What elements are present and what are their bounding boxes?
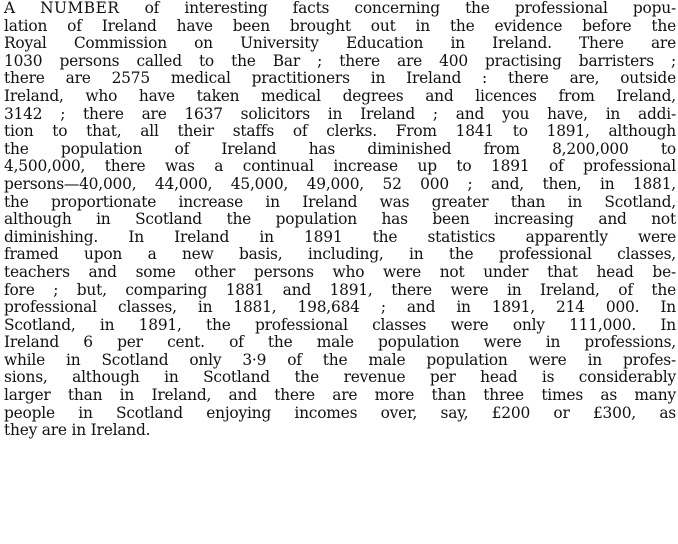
text-line-8: tion to that, all their staffs of clerks. From 1841 to 1891, although: [4, 122, 676, 141]
lead-smallcaps-word: NUMBER: [40, 0, 120, 17]
text-line-4: 1030 persons called to the Bar ; there are 400 practising barristers ;: [4, 51, 676, 70]
text-line-22: sions, although in Scotland the revenue per head is considerably: [4, 368, 676, 387]
text-line-10: 4,500,000, there was a continual increase up to 1891 of professional: [4, 157, 676, 176]
text-line-12: the proportionate increase in Ireland was greater than in Scotland,: [4, 192, 676, 211]
article-text-block: [4, 0, 676, 440]
text-line-19: Scotland, in 1891, the professional classes were only 111,000. In: [4, 315, 676, 334]
text-line-7: 3142 ; there are 1637 solicitors in Ireland ; and you have, in addi-: [4, 104, 676, 123]
text-line-24: people in Scotland enjoying incomes over, say, £200 or £300, as: [4, 403, 676, 422]
text-line-17: fore ; but, comparing 1881 and 1891, there were in Ireland, of the: [4, 280, 676, 299]
text-line-1: [4, 0, 676, 18]
text-line-16: teachers and some other persons who were not under that head be-: [4, 262, 676, 281]
text-line-2: lation of Ireland have been brought out in the evidence before the: [4, 16, 676, 35]
text-line-5: there are 2575 medical practitioners in Ireland : there are, outside: [4, 69, 676, 88]
text-line-18: professional classes, in 1881, 198,684 ; and in 1891, 214 000. In: [4, 298, 676, 317]
text-line-15: framed upon a new basis, including, in the professional classes,: [4, 245, 676, 264]
text-line-6: Ireland, who have taken medical degrees and licences from Ireland,: [4, 86, 676, 105]
text-line-9: the population of Ireland has diminished from 8,200,000 to: [4, 139, 676, 158]
text-line-20: Ireland 6 per cent. of the male population were in professions,: [4, 333, 676, 352]
text-line-23: larger than in Ireland, and there are more than three times as many: [4, 386, 676, 405]
text-line-25: they are in Ireland.: [4, 421, 151, 440]
text-line-21: while in Scotland only 3·9 of the male population were in profes-: [4, 350, 676, 369]
text-line-1-rest: of interesting facts concerning the professional popu-: [119, 0, 676, 17]
text-line-11: persons—40,000, 44,000, 45,000, 49,000, 52 000 ; and, then, in 1881,: [4, 174, 676, 193]
lead-word: A: [4, 0, 15, 17]
text-line-14: diminishing. In Ireland in 1891 the statistics apparently were: [4, 227, 676, 246]
text-line-13: although in Scotland the population has been increasing and not: [4, 210, 676, 229]
text-line-3: Royal Commission on University Education in Ireland. There are: [4, 34, 676, 53]
